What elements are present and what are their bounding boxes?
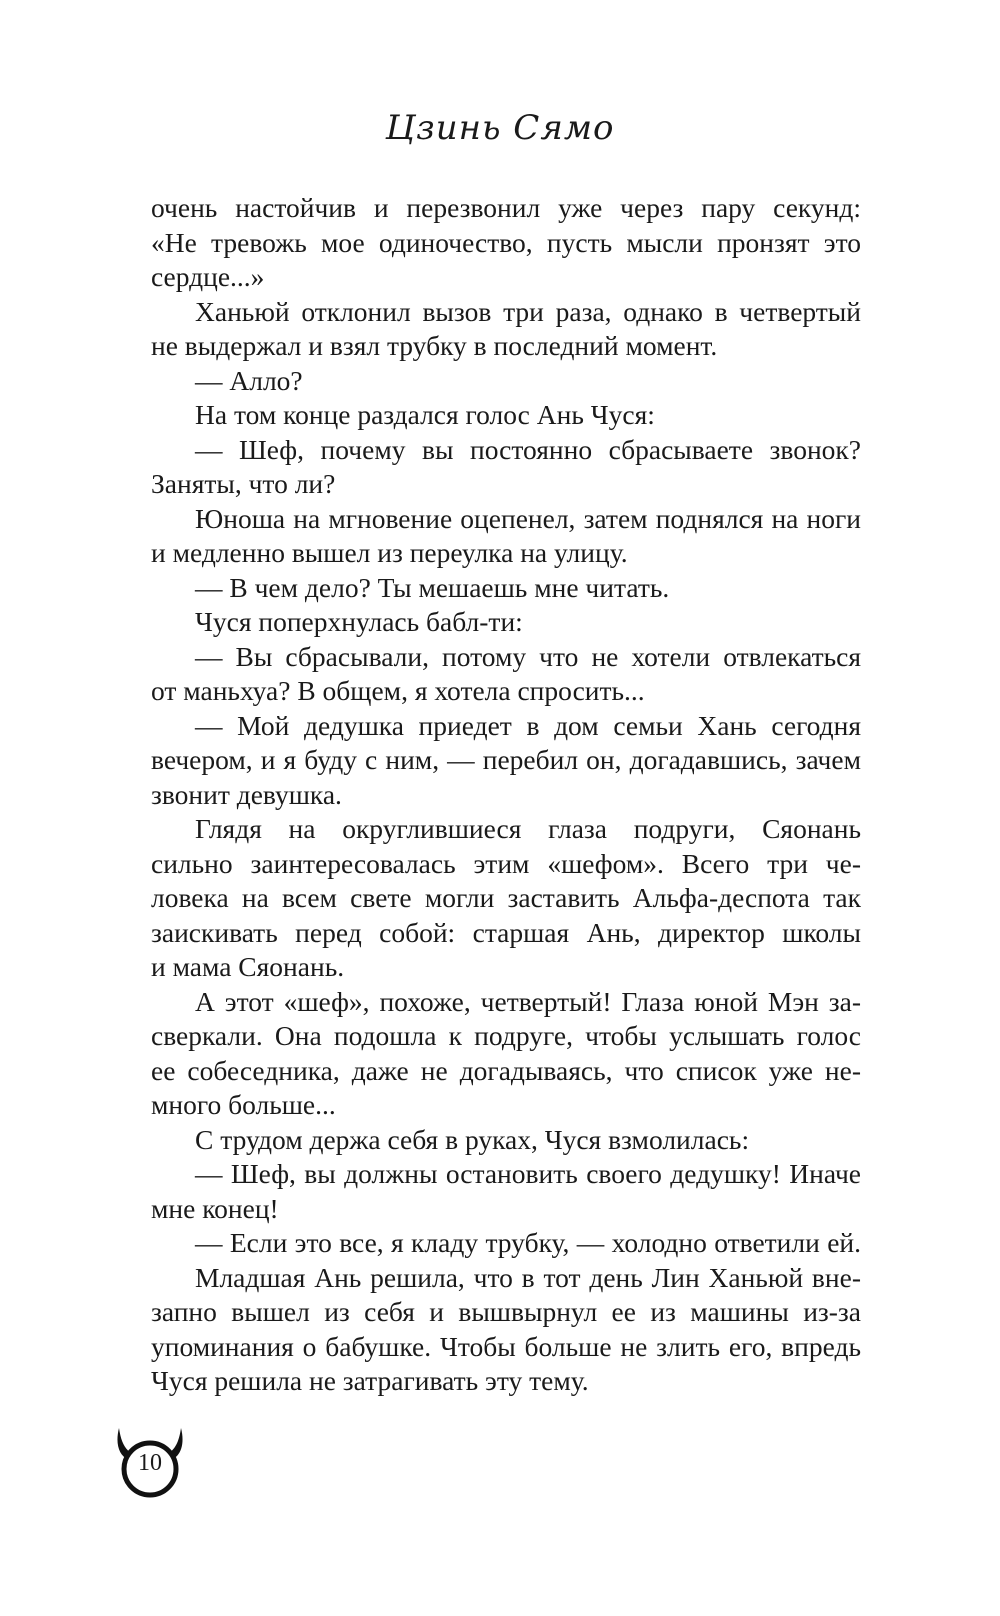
text-line: Чуся поперхнулась бабл-ти: <box>195 606 523 637</box>
text-line: — Мой дедушка приедет в дом семьи Хань сегодня <box>195 709 861 741</box>
text-line: На том конце раздался голос Ань Чуся: <box>195 399 655 430</box>
text-line: — Если это все, я кладу трубку, — холодно ответили ей. <box>195 1227 861 1258</box>
text-line: мне конец! <box>151 1192 279 1224</box>
text-line: заискивать перед собой: старшая Ань, директор школы <box>151 916 861 948</box>
text-line: ловека на всем свете могли заставить Альфа-деспота так <box>151 882 861 913</box>
text-line: сильно заинтересовалась этим «шефом». Всего три че- <box>151 847 861 879</box>
text-line: от маньхуа? В общем, я хотела спросить... <box>151 675 645 706</box>
running-title: Цзинь Сямо <box>385 108 615 148</box>
text-line: Глядя на округлившиеся глаза подруги, Сяонань <box>195 813 861 844</box>
text-line: «Не тревожь мое одиночество, пусть мысли пронзят это <box>151 226 861 258</box>
text-line: сверкали. Она подошла к подруге, чтобы услышать голос <box>151 1020 861 1051</box>
text-line: С трудом держа себя в руках, Чуся взмолилась: <box>195 1123 750 1155</box>
text-line: — Шеф, вы должны остановить своего дедушку! Иначе <box>195 1158 861 1189</box>
text-line: — Вы сбрасывали, потому что не хотели отвлекаться <box>195 640 861 672</box>
text-line: и медленно вышел из переулка на улицу. <box>151 537 628 568</box>
body-text <box>151 191 861 1399</box>
text-line: ее собеседника, даже не догадываясь, что список уже не- <box>151 1054 861 1086</box>
text-line: А этот «шеф», похоже, четвертый! Глаза юной Мэн за- <box>195 985 861 1017</box>
page-number: 10 <box>138 1450 162 1476</box>
text-line: запно вышел из себя и вышвырнул ее из машины из-за <box>151 1296 861 1327</box>
text-line: — Алло? <box>195 364 303 396</box>
text-line: Ханьюй отклонил вызов три раза, однако в четвертый <box>195 295 861 327</box>
text-line: не выдержал и взял трубку в последний момент. <box>151 330 718 361</box>
text-line: Юноша на мгновение оцепенел, затем поднялся на ноги <box>195 502 861 534</box>
text-line: упоминания о бабушке. Чтобы больше не злить его, впредь <box>151 1330 861 1362</box>
text-line: Младшая Ань решила, что в тот день Лин Ханьюй вне- <box>195 1261 861 1293</box>
text-line: — Шеф, почему вы постоянно сбрасываете звонок? <box>195 433 861 465</box>
page-number-badge <box>113 1426 187 1500</box>
text-line: Заняты, что ли? <box>151 468 336 499</box>
text-line: Чуся решила не затрагивать эту тему. <box>151 1365 589 1396</box>
text-line: звонит девушка. <box>151 778 342 810</box>
text-line: сердце...» <box>151 261 265 292</box>
text-line: и мама Сяонань. <box>151 951 345 982</box>
text-line: очень настойчив и перезвонил уже через пару секунд: <box>151 192 861 223</box>
text-line: много больше... <box>151 1089 336 1120</box>
text-line: вечером, и я буду с ним, — перебил он, догадавшись, зачем <box>151 744 861 775</box>
text-line: — В чем дело? Ты мешаешь мне читать. <box>195 571 670 603</box>
